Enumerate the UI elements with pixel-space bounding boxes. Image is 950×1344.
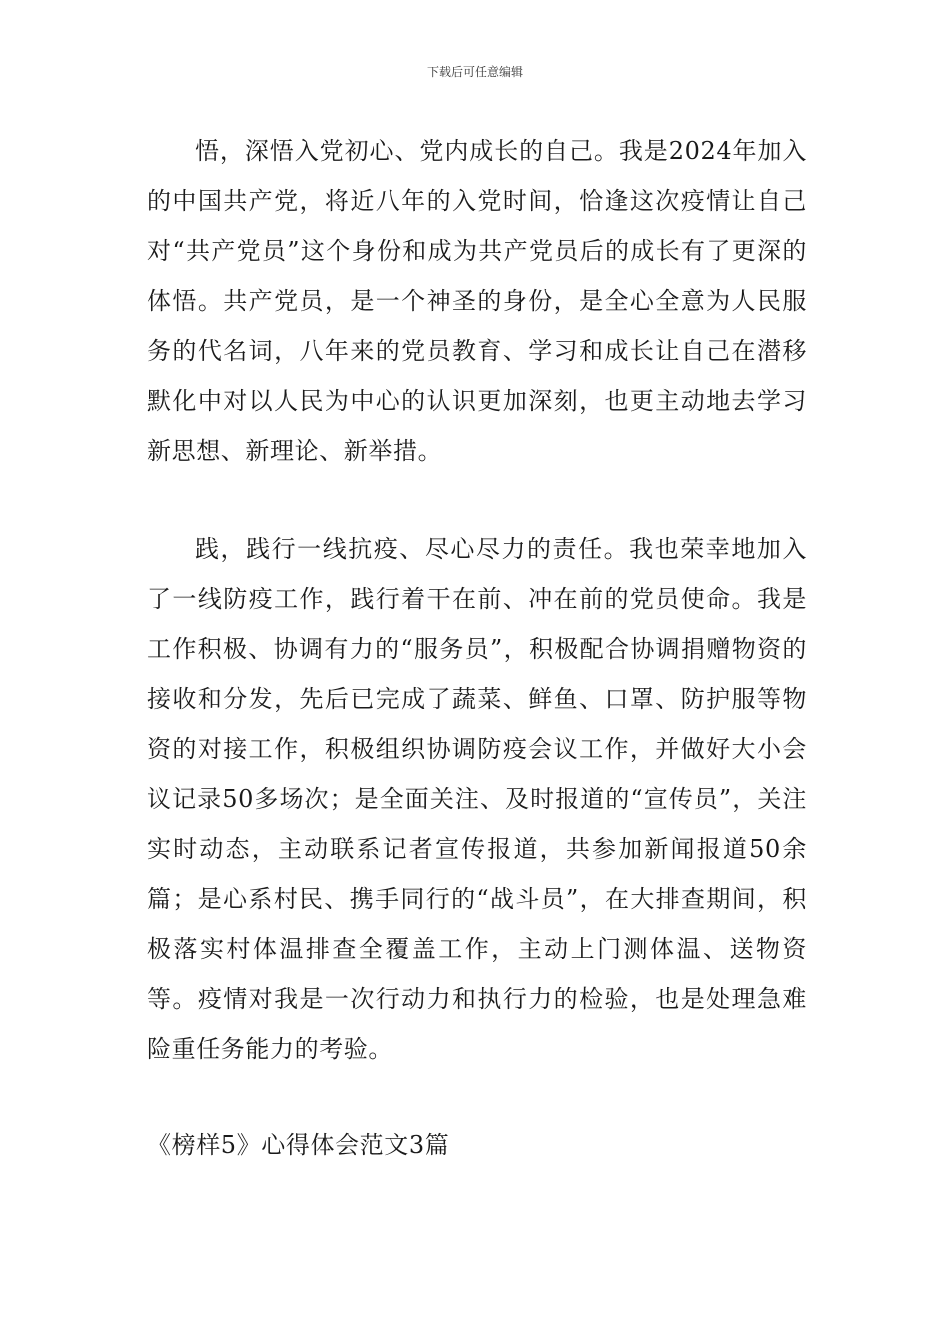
section-heading: 《榜样5》心得体会范文3篇	[147, 1131, 450, 1159]
body-paragraph-2: 践，践行一线抗疫、尽心尽力的责任。我也荣幸地加入了一线防疫工作，践行着干在前、冲在前的党员使命。我是工作积极、协调有力的“服务员”，积极配合协调捐赠物资的接收和分发，先后已完成了蔬菜、鲜鱼、口罩、防护服等物资的对接工作，积极组织协调防疫会议工作，并做好大小会议记录50多场次；是全面关注、及时报道的“宣传员”，关注实时动态，主动联系记者宣传报道，共参加新闻报道50余篇；是心系村民、携手同行的“战斗员”，在大排查期间，积极落实村体温排查全覆盖工作，主动上门测体温、送物资等。疫情对我是一次行动力和执行力的检验，也是处理急难险重任务能力的考验。	[147, 535, 807, 1063]
page-header-note: 下载后可任意编辑	[426, 65, 523, 79]
body-paragraph-1: 悟，深悟入党初心、党内成长的自己。我是2024年加入的中国共产党，将近八年的入党时间，恰逢这次疫情让自己对“共产党员”这个身份和成为共产党员后的成长有了更深的体悟。共产党员，是一个神圣的身份，是全心全意为人民服务的代名词，八年来的党员教育、学习和成长让自己在潜移默化中对以人民为中心的认识更加深刻，也更主动地去学习新思想、新理论、新举措。	[147, 137, 807, 465]
